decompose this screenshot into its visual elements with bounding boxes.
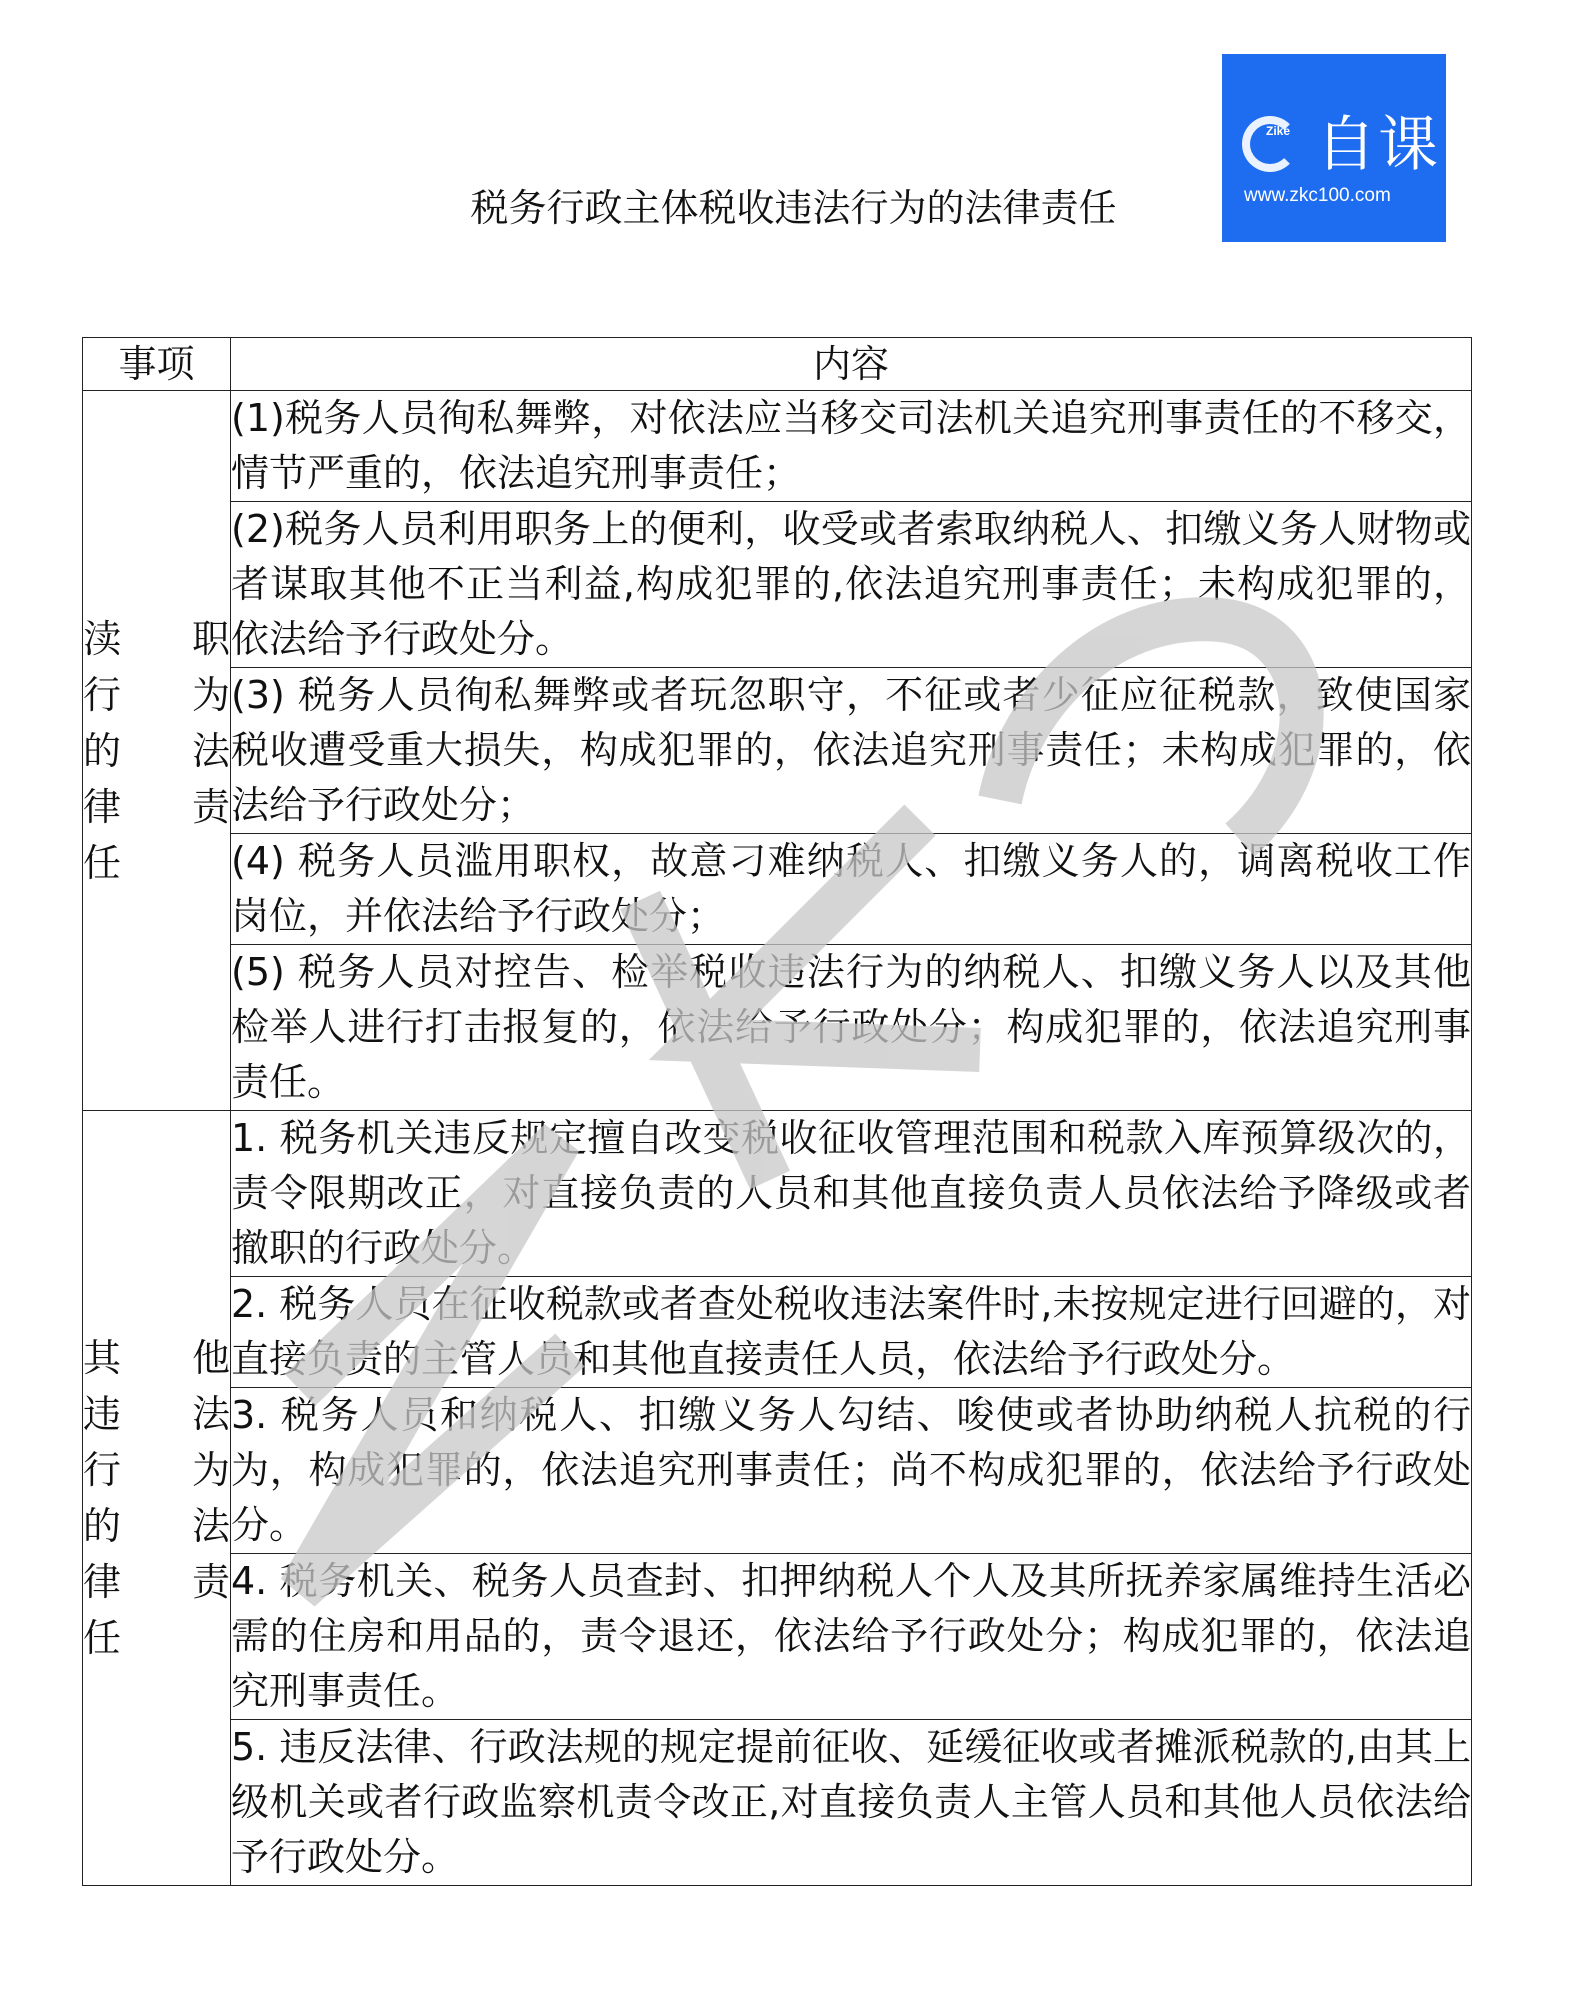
item-line: 渎 职: [83, 616, 230, 661]
content-cell: 2. 税务人员在征收税款或者查处税收违法案件时,未按规定进行回避的，对直接负责的主管人员和其他直接责任人员，依法给予行政处分。: [231, 1277, 1472, 1388]
header-item: 事项: [83, 338, 231, 391]
table-row: [83, 1720, 1472, 1886]
table-header-row: [83, 338, 1472, 391]
table-row: [83, 1388, 1472, 1554]
table-row: [83, 668, 1472, 834]
document-title: 税务行政主体税收违法行为的法律责任: [470, 186, 1117, 230]
liability-table: [82, 337, 1472, 1886]
item-line: 任: [83, 840, 122, 885]
content-cell: 3. 税务人员和纳税人、扣缴义务人勾结、唆使或者协助纳税人抗税的行为，构成犯罪的，依法追究刑事责任；尚不构成犯罪的，依法给予行政处分。: [231, 1388, 1472, 1554]
table-row: [83, 391, 1472, 502]
table-row: [83, 1111, 1472, 1277]
item-cell-other-violations: [83, 1111, 231, 1886]
content-cell: 5. 违反法律、行政法规的规定提前征收、延缓征收或者摊派税款的,由其上级机关或者行政监察机责令改正,对直接负责人主管人员和其他人员依法给予行政处分。: [231, 1720, 1472, 1886]
content-cell: (1)税务人员徇私舞弊，对依法应当移交司法机关追究刑事责任的不移交，情节严重的，依法追究刑事责任；: [231, 391, 1472, 502]
content-cell: (3) 税务人员徇私舞弊或者玩忽职守，不征或者少征应征税款，致使国家税收遭受重大损失，构成犯罪的，依法追究刑事责任；未构成犯罪的，依法给予行政处分；: [231, 668, 1472, 834]
content-cell: 4. 税务机关、税务人员查封、扣押纳税人个人及其所抚养家属维持生活必需的住房和用品的，责令退还，依法给予行政处分；构成犯罪的，依法追究刑事责任。: [231, 1554, 1472, 1720]
item-cell-dereliction: [83, 391, 231, 1111]
table-row: [83, 1554, 1472, 1720]
item-line: 的 法: [83, 1504, 230, 1548]
logo-mark-text: Zike: [1266, 124, 1291, 138]
item-line: 任: [83, 1616, 122, 1660]
content-cell: (2)税务人员利用职务上的便利，收受或者索取纳税人、扣缴义务人财物或者谋取其他不正当利益,构成犯罪的,依法追究刑事责任；未构成犯罪的，依法给予行政处分。: [231, 502, 1472, 668]
header-content: 内容: [231, 338, 1472, 391]
item-line: 律 责: [83, 784, 230, 829]
table-row: [83, 834, 1472, 945]
table-row: [83, 945, 1472, 1111]
item-line: 行 为: [83, 672, 230, 717]
item-line: 其 他: [83, 1336, 230, 1380]
item-line: 律 责: [83, 1560, 230, 1604]
logo-url: www.zkc100.com: [1244, 185, 1391, 206]
content-cell: 1. 税务机关违反规定擅自改变税收征收管理范围和税款入库预算级次的，责令限期改正，对直接负责的人员和其他直接负责人员依法给予降级或者撤职的行政处分。: [231, 1111, 1472, 1277]
item-line: 的 法: [83, 728, 230, 773]
content-cell: (5) 税务人员对控告、检举税收违法行为的纳税人、扣缴义务人以及其他检举人进行打击报复的，依法给予行政处分；构成犯罪的，依法追究刑事责任。: [231, 945, 1472, 1111]
content-cell: (4) 税务人员滥用职权，故意刁难纳税人、扣缴义务人的，调离税收工作岗位，并依法给予行政处分；: [231, 834, 1472, 945]
table-row: [83, 1277, 1472, 1388]
item-line: 违 法: [83, 1392, 230, 1436]
item-line: 行 为: [83, 1448, 230, 1492]
table-row: [83, 502, 1472, 668]
logo-name: 自课: [1316, 110, 1440, 180]
